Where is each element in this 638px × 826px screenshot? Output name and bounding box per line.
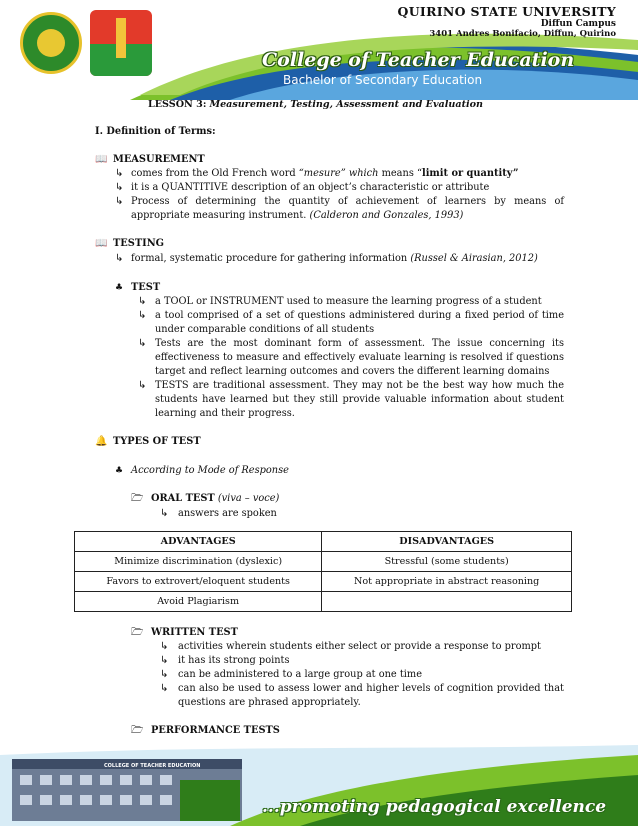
page-header (0, 0, 638, 100)
book-icon: 📖 (95, 238, 108, 249)
table-cell (322, 592, 572, 612)
table-cell: Stressful (some students) (322, 552, 572, 572)
table-cell: Avoid Plagiarism (75, 592, 322, 612)
table-header-row (75, 532, 572, 552)
arrow-bullet-icon: ↳ (138, 338, 147, 349)
arrow-bullet-icon: ↳ (160, 683, 169, 694)
measurement-bullet-1: comes from the Old French word “mesure” which means “limit or quantity” (131, 168, 519, 179)
oral-test-bullet: answers are spoken (178, 508, 277, 519)
arrow-bullet-icon: ↳ (160, 669, 169, 680)
footer-slogan: ...promoting pedagogical excellence (262, 797, 607, 817)
lesson-number: LESSON 3: (148, 99, 207, 110)
oral-test-table (74, 531, 572, 612)
measurement-bullet-2: it is a QUANTITIVE description of an object’s characteristic or attribute (131, 182, 490, 193)
university-name: QUIRINO STATE UNIVERSITY (397, 4, 616, 19)
arrow-bullet-icon: ↳ (115, 182, 124, 193)
arrow-bullet-icon: ↳ (138, 296, 147, 307)
mode-of-response: According to Mode of Response (131, 465, 289, 476)
program-title: Bachelor of Secondary Education (283, 73, 483, 87)
table-cell: Favors to extrovert/eloquent students (75, 572, 322, 592)
table-cell: Minimize discrimination (dyslexic) (75, 552, 322, 572)
written-bullet-4: can also be used to assess lower and higher levels of cognition provided that questions are phrased appropriately. (178, 683, 564, 708)
arrow-bullet-icon: ↳ (160, 655, 169, 666)
written-bullet-1: activities wherein students either select or provide a response to prompt (178, 641, 541, 652)
bell-icon: 🔔 (95, 436, 108, 447)
performance-test-heading: PERFORMANCE TESTS (151, 725, 280, 736)
arrow-bullet-icon: ↳ (160, 508, 169, 519)
club-bullet-icon: ♣ (115, 283, 124, 293)
folder-icon: 🗁 (131, 493, 144, 504)
university-seal-logo (20, 12, 82, 74)
test-bullet-4: TESTS are traditional assessment. They may not be the best way how much the students have learned but they still provide valuable information about student learning and their progress. (155, 380, 564, 419)
arrow-bullet-icon: ↳ (138, 310, 147, 321)
building-sign: COLLEGE OF TEACHER EDUCATION (104, 763, 201, 769)
oral-test-heading: ORAL TEST (viva – voce) (151, 493, 280, 504)
campus-address: 3401 Andres Bonifacio, Diffun, Quirino (429, 29, 616, 39)
written-test-heading: WRITTEN TEST (151, 627, 238, 638)
book-icon: 📖 (95, 154, 108, 165)
arrow-bullet-icon: ↳ (115, 196, 124, 207)
table-header: ADVANTAGES (75, 532, 322, 552)
arrow-bullet-icon: ↳ (138, 380, 147, 391)
written-bullet-2: it has its strong points (178, 655, 290, 666)
campus-name: Diffun Campus (540, 19, 616, 29)
written-bullet-3: can be administered to a large group at one time (178, 669, 423, 680)
table-row (75, 592, 572, 612)
testing-heading: TESTING (113, 238, 165, 249)
test-bullet-1: a TOOL or INSTRUMENT used to measure the learning progress of a student (155, 296, 542, 307)
table-row (75, 572, 572, 592)
folder-icon: 🗁 (131, 627, 144, 638)
arrow-bullet-icon: ↳ (160, 641, 169, 652)
page-footer (0, 745, 638, 826)
test-bullet-3: Tests are the most dominant form of assessment. The issue concerning its effectiveness to measure and effectively evaluate learning is resolved if questions target and reflect learning outcomes and covers the different learning domains (155, 338, 564, 377)
arrow-bullet-icon: ↳ (115, 253, 124, 264)
types-heading: TYPES OF TEST (113, 436, 201, 447)
measurement-heading: MEASUREMENT (113, 154, 205, 165)
college-title: College of Teacher Education (262, 49, 575, 71)
table-row (75, 552, 572, 572)
table-header: DISADVANTAGES (322, 532, 572, 552)
folder-icon: 🗁 (131, 725, 144, 736)
club-bullet-icon: ♣ (115, 466, 124, 476)
section-heading: I. Definition of Terms: (95, 126, 216, 137)
lesson-subject: Measurement, Testing, Assessment and Evaluation (209, 99, 484, 110)
testing-bullet-1: formal, systematic procedure for gathering information (Russel & Airasian, 2012) (131, 253, 538, 264)
college-logo (90, 10, 152, 76)
test-bullet-2: a tool comprised of a set of questions administered during a fixed period of time under comparable conditions of all students (155, 310, 564, 335)
measurement-bullet-3: Process of determining the quantity of achievement of learners by means of appropriate measuring instrument. (Calderon and Gonzales, 1993) (131, 196, 564, 221)
lesson-title (148, 99, 483, 110)
test-heading: TEST (131, 282, 161, 293)
arrow-bullet-icon: ↳ (115, 168, 124, 179)
table-cell: Not appropriate in abstract reasoning (322, 572, 572, 592)
